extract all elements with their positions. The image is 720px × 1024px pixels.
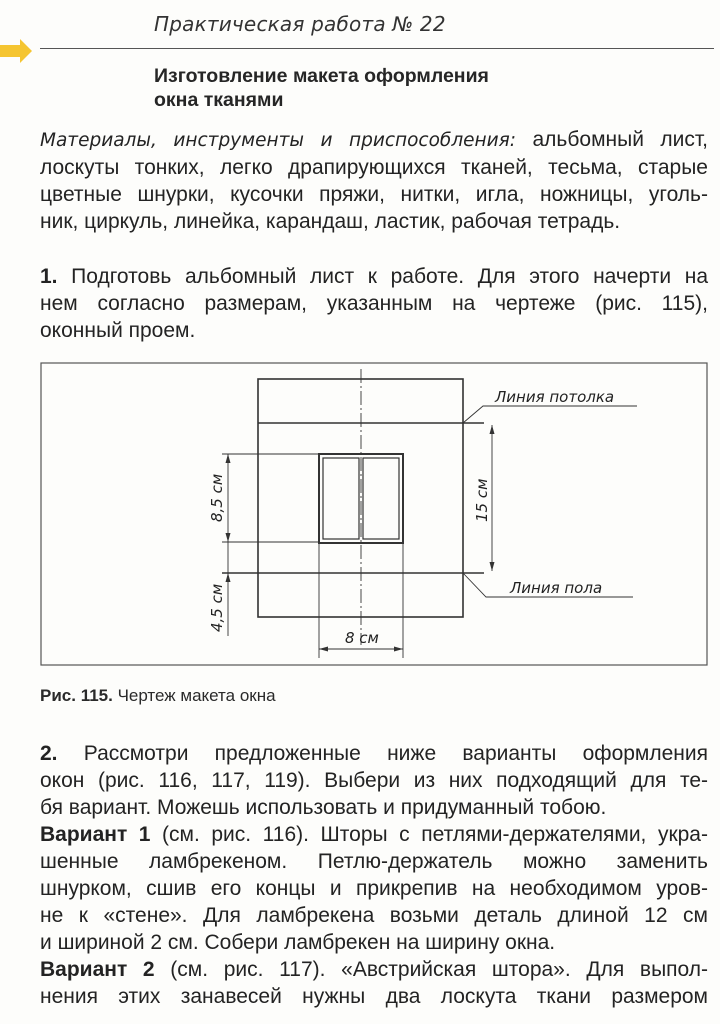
page-heading: [154, 64, 654, 112]
figure-caption-number: Рис. 115.: [40, 686, 113, 705]
step-number: 1.: [40, 265, 58, 288]
header-divider: [40, 48, 714, 49]
variant-2-label: Вариант 2: [40, 958, 155, 981]
materials-paragraph: [40, 126, 708, 235]
step-1-line: Подготовь альбомный лист к работе. Для этого начерти на: [57, 265, 708, 288]
window-height-label: 8,5 см: [208, 473, 226, 522]
heading-line-2: окна тканями: [154, 89, 284, 111]
variant-1-line: (см. рис. 116). Шторы с петлями-держателями, укра-: [150, 823, 708, 846]
materials-label: Материалы, инструменты и приспособления:: [40, 130, 517, 151]
variant-2-line: нения этих занавесей нужны два лоскута ткани размером: [40, 985, 708, 1008]
step-1-line: оконный проем.: [40, 319, 196, 342]
window-width-label: 8 см: [345, 629, 379, 647]
materials-line: лоскуты тонких, легко драпирующихся тканей, тесьма, старые: [40, 156, 708, 179]
step-2-line: Рассмотри предложенные ниже варианты оформления: [57, 742, 708, 765]
heading-line-1: Изготовление макета оформления: [154, 65, 489, 87]
variant-1-line: шнурком, сшив его концы и прикрепив на необходимом уров-: [40, 877, 708, 900]
room-height-label: 15 см: [473, 478, 491, 522]
figure-caption-text: Чертеж макета окна: [112, 686, 276, 705]
materials-line: альбомный лист,: [516, 128, 708, 151]
step-2-line: бя вариант. Можешь использовать и придуманный тобою.: [40, 796, 607, 819]
step-1-paragraph: [40, 263, 708, 344]
variant-1-label: Вариант 1: [40, 823, 151, 846]
step-1-line: нем согласно размерам, указанным на чертеже (рис. 115),: [40, 292, 708, 315]
materials-line: цветные шнурки, кусочки пряжи, нитки, игла, ножницы, уголь-: [40, 183, 708, 206]
materials-line: ник, циркуль, линейка, карандаш, ластик, рабочая тетрадь.: [40, 210, 621, 233]
sill-height-label: 4,5 см: [208, 583, 226, 632]
section-arrow-icon: [0, 38, 32, 64]
step-number: 2.: [40, 742, 58, 765]
variant-1-line: шенные ламбрекеном. Петлю-держатель можно заменить: [40, 850, 708, 873]
step-2-line: окон (рис. 116, 117, 119). Выбери из них подходящий для те-: [40, 769, 708, 792]
practical-work-title: Практическая работа № 22: [154, 12, 446, 36]
figure-caption: [40, 686, 276, 706]
variant-1-line: и шириной 2 см. Собери ламбрекен на ширину окна.: [40, 931, 556, 954]
step-2-paragraph: [40, 740, 708, 1010]
ceiling-line-label: Линия потолка: [495, 388, 615, 406]
floor-line-label: Линия пола: [510, 579, 603, 597]
variant-1-line: не к «стене». Для ламбрекена возьми деталь длиной 12 см: [40, 904, 708, 927]
variant-2-line: (см. рис. 117). «Австрийская штора». Для выпол-: [154, 958, 709, 981]
